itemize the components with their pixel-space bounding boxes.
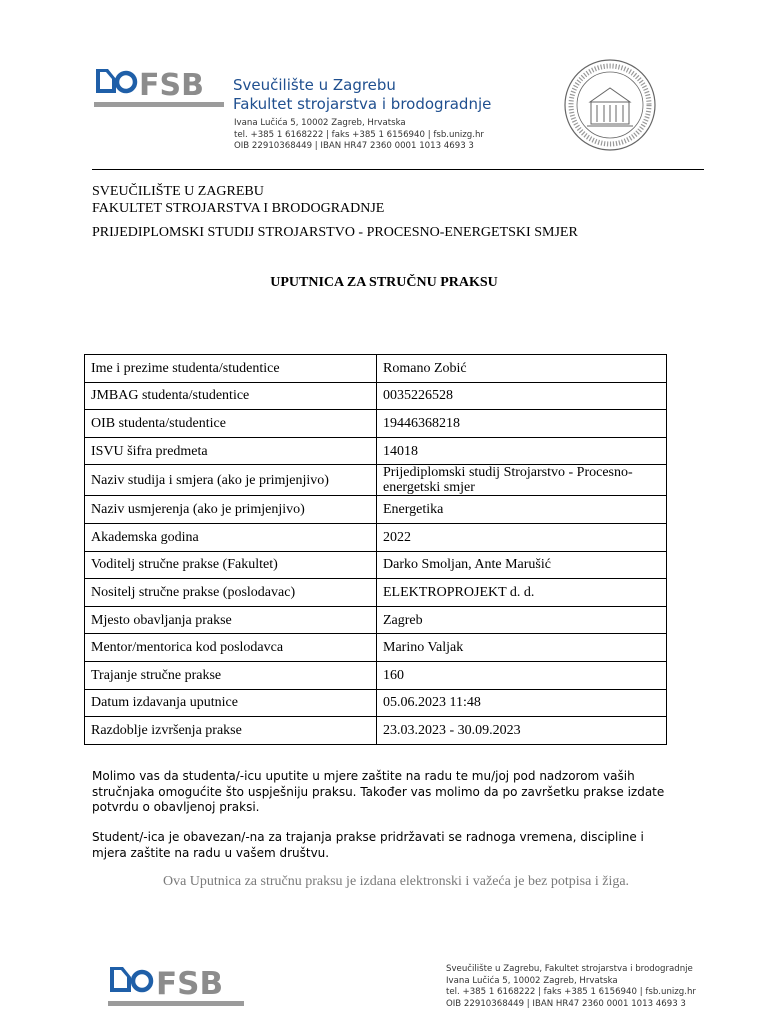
referral-details-table [84, 354, 667, 745]
table-row [85, 661, 667, 689]
header-institution [233, 76, 491, 114]
table-row [85, 496, 667, 524]
header-faculty: Fakultet strojarstva i brodogradnje [233, 95, 492, 113]
header-ids: OIB 22910368449 | IBAN HR47 2360 0001 1013 4693 3 [234, 141, 474, 152]
table-row [85, 437, 667, 465]
request-note: Molimo vas da studenta/-icu uputite u mjere zaštite na radu te mu/joj pod nadzorom vaših stručnjaka omogućite što uspješniju praksu. Također vas molimo da po završetku prakse izdate potvrdu o obavljenoj praksi. [92, 769, 665, 814]
row-value: 05.06.2023 11:48 [377, 689, 667, 717]
table-row [85, 410, 667, 438]
row-label: Datum izdavanja uputnice [85, 689, 377, 717]
table-row [85, 689, 667, 717]
row-label: Trajanje stručne prakse [85, 661, 377, 689]
university-seal [563, 58, 657, 152]
footer-address-block [446, 964, 696, 1010]
institution-university: SVEUČILIŠTE U ZAGREBU [92, 184, 264, 199]
institution-block [92, 183, 384, 217]
row-value: 14018 [377, 437, 667, 465]
header-address-block [234, 118, 484, 153]
table-row [85, 579, 667, 607]
row-value: Romano Zobić [377, 355, 667, 383]
logo-text: FSB [139, 68, 204, 103]
header-divider [92, 169, 704, 170]
row-value: Prijediplomski studij Strojarstvo - Procesno-energetski smjer [377, 465, 667, 496]
row-value: Marino Valjak [377, 634, 667, 662]
validity-note: Ova Uputnica za stručnu praksu je izdana elektronski i važeća je bez potpisa i žiga. [162, 874, 630, 889]
row-value: 23.03.2023 - 30.09.2023 [377, 717, 667, 745]
row-value: Zagreb [377, 606, 667, 634]
table-row [85, 465, 667, 496]
footer-line-1: Sveučilište u Zagrebu, Fakultet strojarstva i brodogradnje [446, 964, 693, 974]
row-value: 19446368218 [377, 410, 667, 438]
institution-faculty: FAKULTET STROJARSTVA I BRODOGRADNJE [92, 201, 385, 216]
row-value: Darko Smoljan, Ante Marušić [377, 551, 667, 579]
row-value: 2022 [377, 523, 667, 551]
row-label: Mjesto obavljanja prakse [85, 606, 377, 634]
footer-line-2: Ivana Lučića 5, 10002 Zagreb, Hrvatska [446, 975, 618, 986]
table-row [85, 606, 667, 634]
table-row [85, 523, 667, 551]
table-row [85, 382, 667, 410]
row-label: Ime i prezime studenta/studentice [85, 355, 377, 383]
footer-fsb-logo [108, 964, 244, 1008]
row-label: Akademska godina [85, 523, 377, 551]
footer-logo-text: FSB [156, 966, 224, 1002]
row-label: OIB studenta/studentice [85, 410, 377, 438]
obligation-note: Student/-ica je obavezan/-na za trajanja prakse pridržavati se radnoga vremena, discipline i mjera zaštite na radu u vašem društvu. [92, 830, 644, 860]
table-row [85, 551, 667, 579]
row-label: Razdoblje izvršenja prakse [85, 717, 377, 745]
document-title: UPUTNICA ZA STRUČNU PRAKSU [270, 275, 498, 290]
fsb-logo [94, 66, 224, 108]
header-phones: tel. +385 1 6168222 | faks +385 1 6156940 | fsb.unizg.hr [234, 129, 484, 140]
row-label: Naziv studija i smjera (ako je primjenjivo) [85, 465, 377, 496]
row-value: Energetika [377, 496, 667, 524]
row-label: Voditelj stručne prakse (Fakultet) [85, 551, 377, 579]
row-label: Mentor/mentorica kod poslodavca [85, 634, 377, 662]
header-address: Ivana Lučića 5, 10002 Zagreb, Hrvatska [234, 118, 406, 128]
row-label: ISVU šifra predmeta [85, 437, 377, 465]
row-label: Naziv usmjerenja (ako je primjenjivo) [85, 496, 377, 524]
row-value: 160 [377, 661, 667, 689]
row-label: Nositelj stručne prakse (poslodavac) [85, 579, 377, 607]
study-program: PRIJEDIPLOMSKI STUDIJ STROJARSTVO - PROCESNO-ENERGETSKI SMJER [92, 225, 578, 240]
table-row [85, 634, 667, 662]
header-university: Sveučilište u Zagrebu [233, 76, 396, 94]
footer-line-4: OIB 22910368449 | IBAN HR47 2360 0001 1013 4693 3 [446, 998, 686, 1009]
row-value: ELEKTROPROJEKT d. d. [377, 579, 667, 607]
row-value: 0035226528 [377, 382, 667, 410]
footer-line-3: tel. +385 1 6168222 | faks +385 1 6156940 | fsb.unizg.hr [446, 987, 696, 998]
table-row [85, 355, 667, 383]
row-label: JMBAG studenta/studentice [85, 382, 377, 410]
table-row [85, 717, 667, 745]
